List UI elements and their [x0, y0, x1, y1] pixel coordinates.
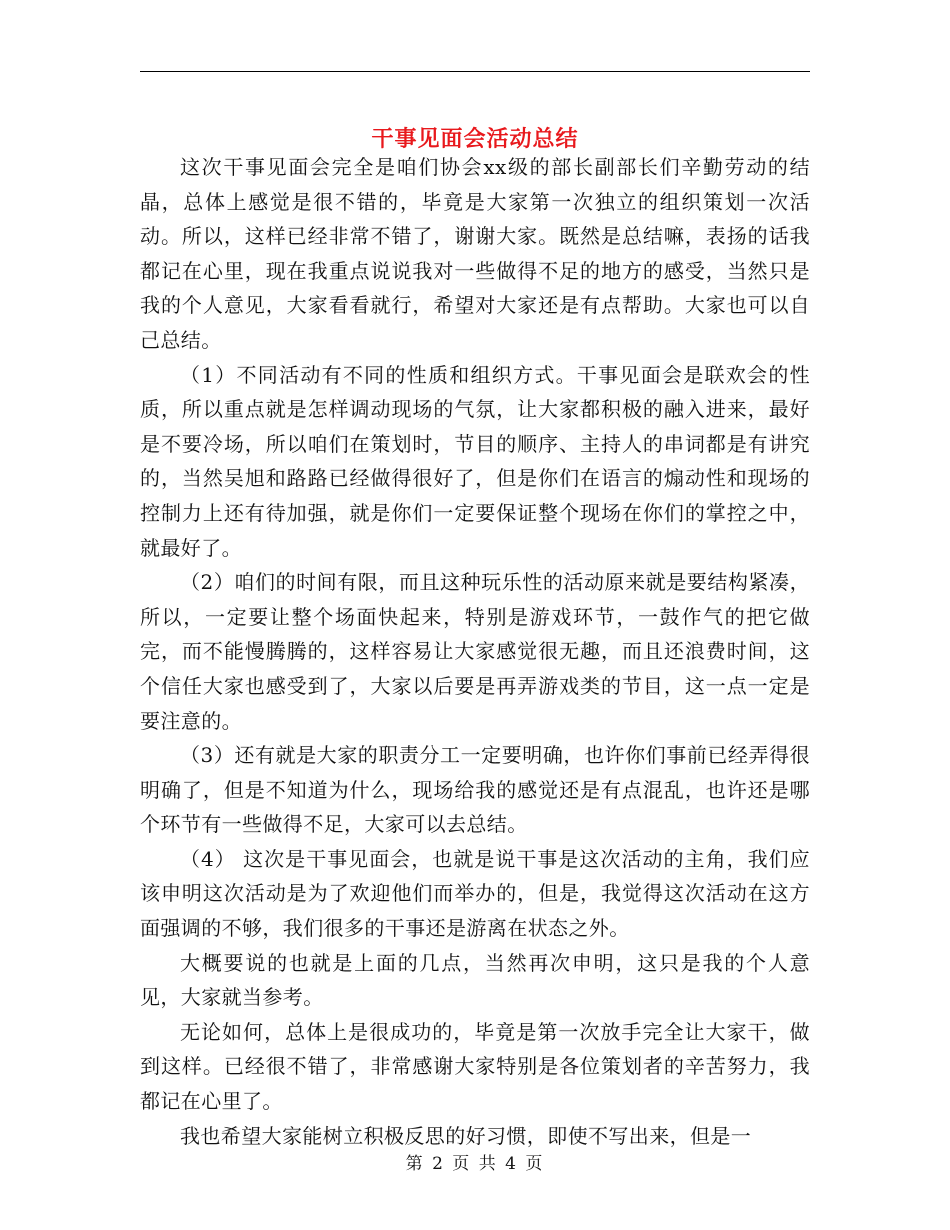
page-footer: 第 2 页 共 4 页 [405, 1154, 545, 1174]
header-rule [140, 71, 810, 72]
paragraph-closing: 我也希望大家能树立积极反思的好习惯，即使不写出来，但是一 [180, 1123, 752, 1148]
document-title: 干事见面会活动总结 [371, 126, 579, 152]
paragraph-point-2: （2）咱们的时间有限，而且这种玩乐性的活动原来就是要结构紧凑，所以，一定要让整个场面快起来，特别是游戏环节，一鼓作气的把它做完，而不能慢腾腾的，这样容易让大家感觉很无趣，而且还浪费时间，这个信任大家也感受到了，大家以后要是再弄游戏类的节目，这一点一定是要注意的。 [140, 570, 810, 733]
paragraph-intro: 这次干事见面会完全是咱们协会xx级的部长副部长们辛勤劳动的结晶，总体上感觉是很不错的，毕竟是大家第一次独立的组织策划一次活动。所以，这样已经非常不错了，谢谢大家。既然是总结嘛，表扬的话我都记在心里，现在我重点说说我对一些做得不足的地方的感受，当然只是我的个人意见，大家看看就行，希望对大家还是有点帮助。大家也可以自己总结。 [140, 155, 810, 352]
document-body [140, 150, 810, 1153]
paragraph-summary: 大概要说的也就是上面的几点，当然再次申明，这只是我的个人意见，大家就当参考。 [140, 950, 810, 1010]
paragraph-thanks: 无论如何，总体上是很成功的，毕竟是第一次放手完全让大家干，做到这样。已经很不错了，非常感谢大家特别是各位策划者的辛苦努力，我都记在心里了。 [140, 1019, 810, 1114]
paragraph-point-4: （4） 这次是干事见面会，也就是说干事是这次活动的主角，我们应该申明这次活动是为了欢迎他们而举办的，但是，我觉得这次活动在这方面强调的不够，我们很多的干事还是游离在状态之外。 [140, 846, 810, 941]
paragraph-point-1: （1）不同活动有不同的性质和组织方式。干事见面会是联欢会的性质，所以重点就是怎样调动现场的气氛，让大家都积极的融入进来，最好是不要冷场，所以咱们在策划时，节目的顺序、主持人的串词都是有讲究的，当然吴旭和路路已经做得很好了，但是你们在语言的煽动性和现场的控制力上还有待加强，就是你们一定要保证整个现场在你们的掌控之中，就最好了。 [140, 362, 810, 560]
paragraph-point-3: （3）还有就是大家的职责分工一定要明确，也许你们事前已经弄得很明确了，但是不知道为什么，现场给我的感觉还是有点混乱，也许还是哪个环节有一些做得不足，大家可以去总结。 [140, 743, 810, 837]
